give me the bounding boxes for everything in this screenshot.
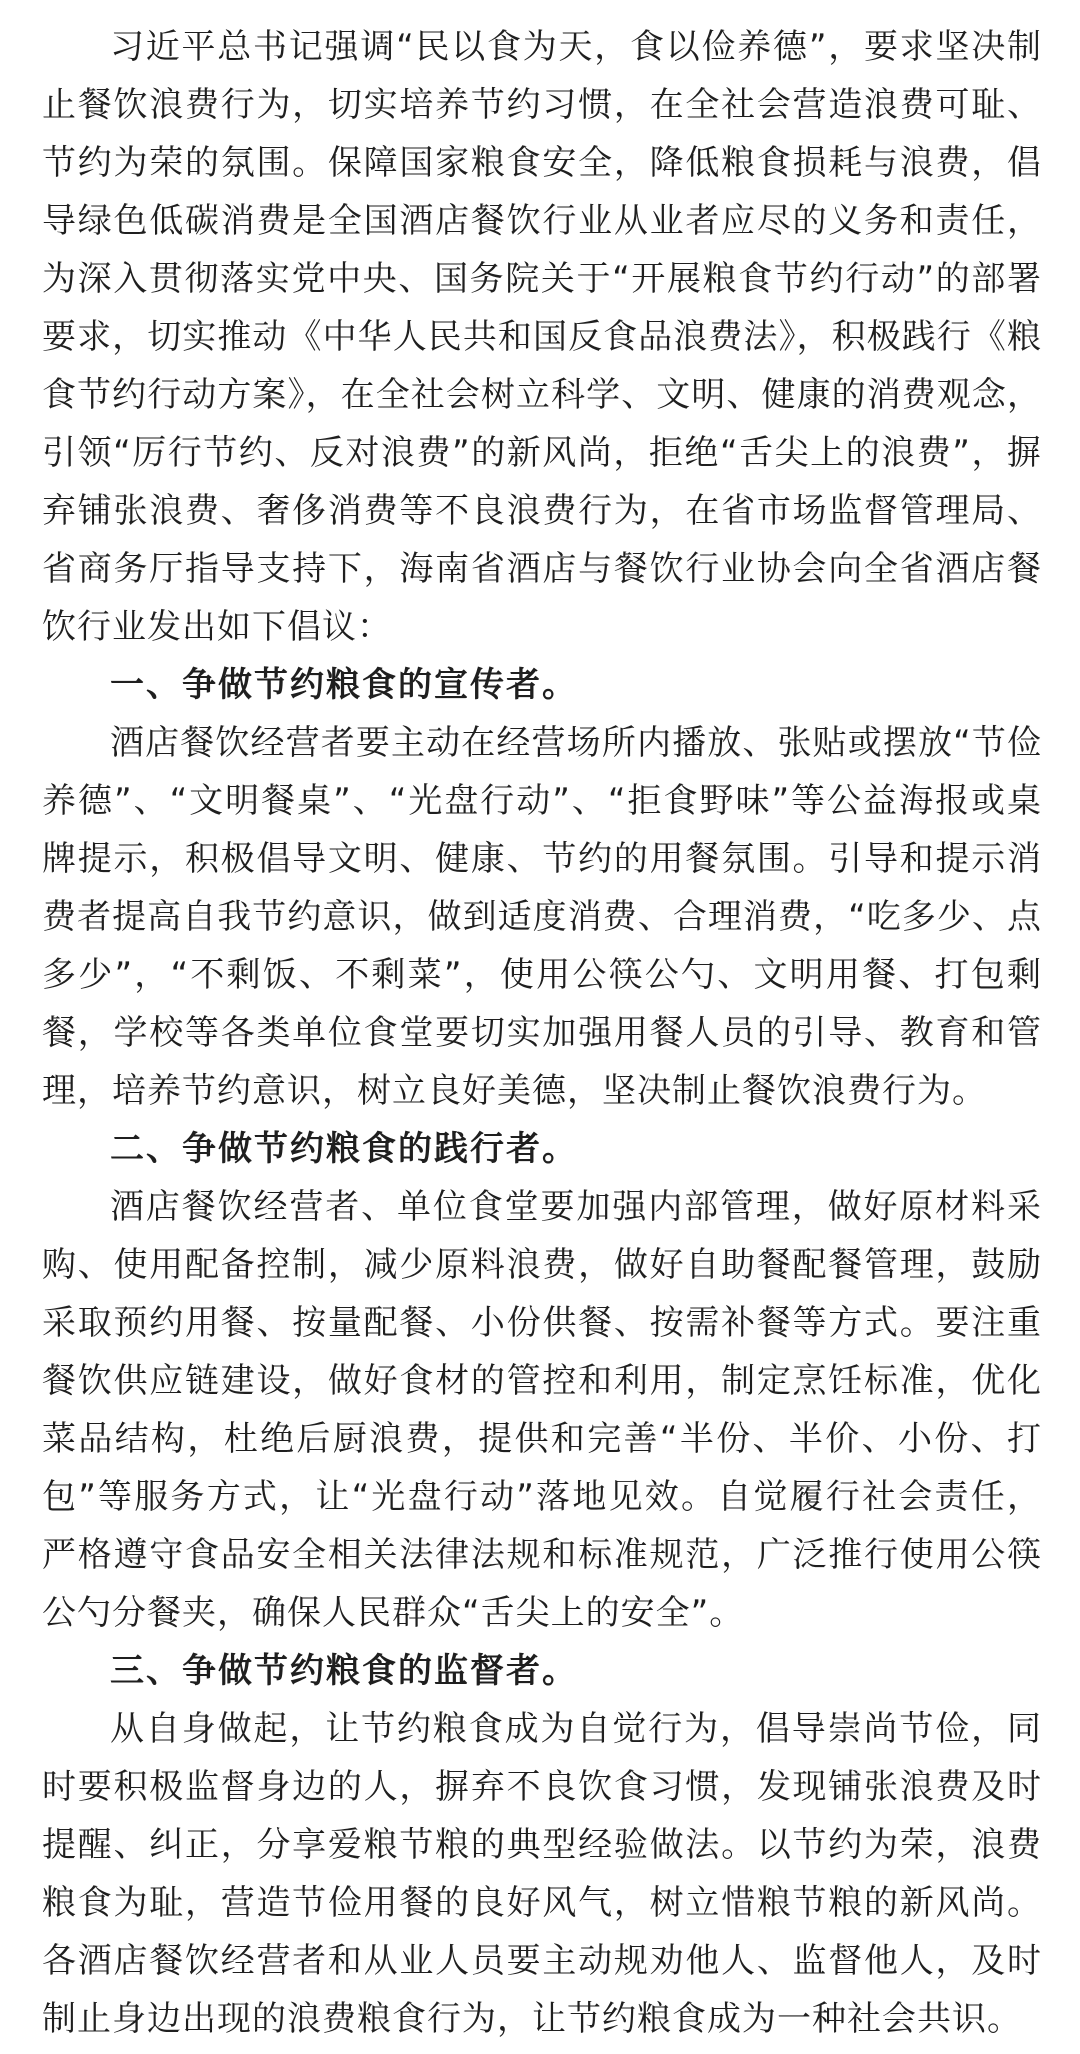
section-2-body: 酒店餐饮经营者、单位食堂要加强内部管理，做好原材料采购、使用配备控制，减少原料浪费，做好自助餐配餐管理，鼓励采取预约用餐、按量配餐、小份供餐、按需补餐等方式。要注重餐饮供应链建设，做好食材的管控和利用，制定烹饪标准，优化菜品结构，杜绝后厨浪费，提供和完善“半份、半价、小份、打包”等服务方式，让“光盘行动”落地见效。自觉履行社会责任，严格遵守食品安全相关法律法规和标准规范，广泛推行使用公筷公勺分餐夹，确保人民群众“舌尖上的安全”。: [42, 1187, 1042, 1633]
section-1-heading: 一、争做节约粮食的宣传者。: [110, 665, 578, 705]
section-3-heading: 三、争做节约粮食的监督者。: [110, 1651, 578, 1691]
section-3-body: 从自身做起，让节约粮食成为自觉行为，倡导崇尚节俭，同时要积极监督身边的人，摒弃不良饮食习惯，发现铺张浪费及时提醒、纠正，分享爱粮节粮的典型经验做法。以节约为荣，浪费粮食为耻，营造节俭用餐的良好风气，树立惜粮节粮的新风尚。各酒店餐饮经营者和从业人员要主动规劝他人、监督他人，及时制止身边出现的浪费粮食行为，让节约粮食成为一种社会共识。: [42, 1709, 1042, 2039]
section-1-body: 酒店餐饮经营者要主动在经营场所内播放、张贴或摆放“节俭养德”、“文明餐桌”、“光盘行动”、“拒食野味”等公益海报或桌牌提示，积极倡导文明、健康、节约的用餐氛围。引导和提示消费者提高自我节约意识，做到适度消费、合理消费，“吃多少、点多少”，“不剩饭、不剩菜”，使用公筷公勺、文明用餐、打包剩餐，学校等各类单位食堂要切实加强用餐人员的引导、教育和管理，培养节约意识，树立良好美德，坚决制止餐饮浪费行为。: [42, 723, 1042, 1111]
section-2-heading: 二、争做节约粮食的践行者。: [110, 1129, 578, 1169]
intro-paragraph: 习近平总书记强调“民以食为天，食以俭养德”，要求坚决制止餐饮浪费行为，切实培养节约习惯，在全社会营造浪费可耻、节约为荣的氛围。保障国家粮食安全，降低粮食损耗与浪费，倡导绿色低碳消费是全国酒店餐饮行业从业者应尽的义务和责任，为深入贯彻落实党中央、国务院关于“开展粮食节约行动”的部署要求，切实推动《中华人民共和国反食品浪费法》，积极践行《粮食节约行动方案》，在全社会树立科学、文明、健康的消费观念，引领“厉行节约、反对浪费”的新风尚，拒绝“舌尖上的浪费”，摒弃铺张浪费、奢侈消费等不良浪费行为，在省市场监督管理局、省商务厅指导支持下，海南省酒店与餐饮行业协会向全省酒店餐饮行业发出如下倡议：: [42, 27, 1042, 647]
proposal-article: [42, 18, 1042, 2048]
